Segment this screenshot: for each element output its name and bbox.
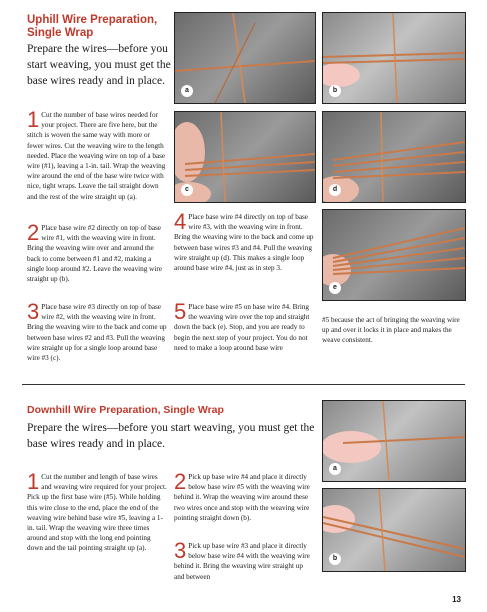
wire-illustration (323, 489, 465, 571)
photo-e (322, 209, 466, 301)
section2-step-1 (27, 469, 167, 554)
step-text: Cut the number of base wires needed for your project. There are five here, but the stitch is woven the same way with more or fewer wires. Cut the weaving wire to the length needed. Place the weaving wire on top of a base wire (#1), leaving a 1-in. tail. Wrap the weaving wire around the end of the base wire twice with nice, tight wraps. Leave the tail straight down and the rest of the wire straight up (a). (27, 111, 166, 201)
photo-label: d (329, 184, 341, 196)
step-number: 3 (27, 299, 40, 324)
step-text: Cut the number and length of base wires and weaving wire required for your project. Pick up the first base wire (#5). While holding this wire close to the end, place the end of the weaving wire behind base wire #5, leaving a 1-in. tail. Wrap the weaving wire three times around and stop with the long end pointing down and the tail pointing straight up (a). (27, 473, 167, 553)
photo-label: a (329, 463, 341, 475)
photo-d (322, 111, 466, 203)
section2-step-3 (174, 538, 314, 582)
step-number: 5 (174, 299, 187, 324)
section1-step-3 (27, 299, 167, 363)
section1-intro: Prepare the wires—before you start weaving, you must get the base wires ready and in place. (27, 43, 171, 87)
step-number: 2 (27, 220, 40, 245)
section-divider (22, 384, 465, 385)
section1-step-1 (27, 107, 167, 202)
photo-a (174, 12, 316, 104)
section2-step-2 (174, 469, 314, 523)
photo-label: c (181, 184, 193, 196)
wire-illustration (323, 13, 465, 103)
photo-a (322, 400, 466, 482)
photo-b (322, 488, 466, 572)
step-text: Pick up base wire #4 and place it directly below base wire #5 with the weaving wire behind it. Wrap the weaving wire around these two wires once and stop with the weaving wire pointing straight down (b). (174, 473, 310, 522)
photo-b (322, 12, 466, 104)
step-number: 2 (174, 469, 187, 494)
photo-label: a (181, 85, 193, 97)
section1-title-line2: Single Wrap (27, 27, 94, 39)
section2-title: Downhill Wire Preparation, Single Wrap (27, 404, 224, 416)
step-text: Place base wire #5 on base wire #4. Bring the weaving wire over the top and straight down the back (e). Stop, and you are ready to begin the next step of your project. You do not need to make a loop around base wire (174, 303, 310, 352)
step-number: 3 (174, 538, 187, 563)
section1-step-5-continued: #5 because the act of bringing the weaving wire up and over it locks it in place and makes the weave consistent. (322, 316, 460, 345)
step-number: 1 (27, 107, 40, 132)
section1-step-2 (27, 220, 167, 284)
photo-label: b (329, 85, 341, 97)
wire-illustration (323, 210, 465, 300)
page-number: 13 (452, 595, 461, 604)
step-text: Place base wire #2 directly on top of base wire #1, with the weaving wire in front. Bring the weaving wire over and around the back to come between #1 and #2, making a single loop around #2. Leave the weaving wire straight up (b). (27, 224, 162, 284)
wire-illustration (323, 112, 465, 202)
photo-c (174, 111, 316, 203)
section1-step-5 (174, 299, 314, 353)
step-text: Place base wire #4 directly on top of base wire #3, with the weaving wire in front. Bring the weaving wire to the back and come up between base wires #3 and #4. Pull the weaving wire straight up (d). This makes a single loop around base wire #4, just as in step 3. (174, 213, 314, 273)
wire-illustration (323, 401, 465, 481)
wire-illustration (175, 13, 315, 103)
wire-illustration (175, 112, 315, 202)
step-text: Pick up base wire #3 and place it directly below base wire #4 with the weaving wire behind it. Bring the weaving wire straight up and between (174, 542, 310, 581)
photo-label: e (329, 282, 341, 294)
section1-title (27, 14, 167, 40)
section1-step-4 (174, 209, 314, 273)
section1-title-line1: Uphill Wire Preparation, (27, 14, 158, 26)
step-text: Place base wire #3 directly on top of base wire #2, with the weaving wire in front. Bring the weaving wire to the back and come up between base wires #2 and #3. Pull the weaving wire straight up for a single loop around base wire #3 (c). (27, 303, 167, 363)
step-number: 4 (174, 209, 187, 234)
photo-label: b (329, 553, 341, 565)
step-number: 1 (27, 469, 40, 494)
section2-intro: Prepare the wires—before you start weaving, you must get the base wires ready and in place. (27, 422, 315, 450)
